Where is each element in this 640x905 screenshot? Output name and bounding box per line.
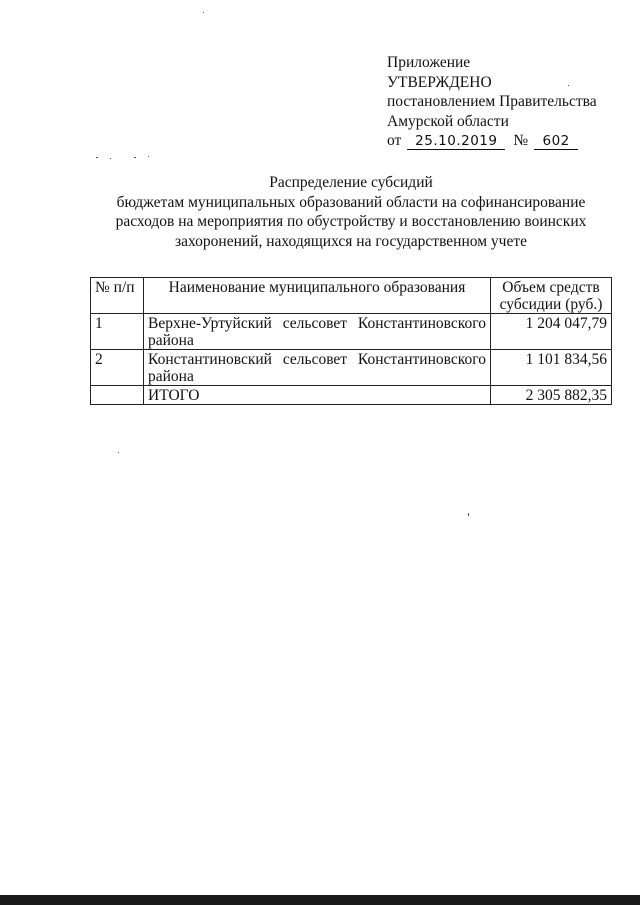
- row-num: 2: [91, 350, 144, 386]
- row-sum: 1 204 047,79: [491, 314, 612, 350]
- row-sum: 1 101 834,56: [491, 350, 612, 386]
- row-name-word: Константиновский: [148, 351, 272, 368]
- resolution-label: постановлением Правительства: [387, 93, 597, 110]
- row-name-word: Верхне-Уртуйский: [148, 315, 272, 332]
- table-total-row: [91, 386, 612, 405]
- handwritten-date: 25.10.2019: [407, 133, 505, 150]
- region-label: Амурской области: [387, 112, 509, 130]
- header-sum-line-1: Объем средств: [502, 279, 600, 296]
- row-name-line-2: района: [148, 368, 194, 385]
- table-header-row: [91, 278, 612, 314]
- date-number-row: [387, 131, 632, 151]
- approved-label: УТВЕРЖДЕНО: [387, 73, 492, 91]
- header-num: № п/п: [91, 278, 144, 314]
- row-num: 1: [91, 314, 144, 350]
- scan-speck: [134, 157, 136, 158]
- total-sum: 2 305 882,35: [491, 386, 612, 405]
- row-name-line-1: [148, 351, 486, 368]
- scan-speck: [468, 513, 469, 516]
- row-name: [144, 350, 491, 386]
- handwritten-number: 602: [534, 133, 578, 150]
- row-name-line-2: района: [148, 332, 194, 349]
- total-num-empty: [91, 386, 144, 405]
- row-name-word: Константиновского: [357, 315, 486, 332]
- scan-speck: [110, 158, 111, 159]
- row-name-word: сельсовет: [282, 315, 347, 332]
- row-name: [144, 314, 491, 350]
- total-label: ИТОГО: [144, 386, 491, 405]
- scan-speck: [568, 85, 569, 86]
- row-name-word: сельсовет: [282, 351, 348, 368]
- scan-speck: [118, 452, 119, 453]
- scan-speck: [148, 156, 149, 157]
- document-title: [90, 173, 612, 251]
- table-row: [91, 350, 612, 386]
- table-row: [91, 314, 612, 350]
- row-name-word: Константиновского: [357, 351, 486, 368]
- title-line-4: захоронений, находящихся на государственном учете: [175, 232, 527, 250]
- header-name: Наименование муниципального образования: [144, 278, 491, 314]
- header-sum: [491, 278, 612, 314]
- title-line-3: расходов на мероприятия по обустройству и восстановлению воинских: [115, 213, 587, 230]
- header-sum-line-2: субсидии (руб.): [499, 296, 603, 313]
- title-line-1: Распределение субсидий: [269, 174, 433, 191]
- date-prefix: от: [387, 132, 402, 149]
- scan-speck: [96, 157, 98, 158]
- scan-speck: [203, 12, 204, 13]
- approval-block: [387, 53, 632, 151]
- number-sign: №: [513, 132, 529, 149]
- scan-edge-bar: [0, 895, 640, 905]
- title-line-2: бюджетам муниципальных образований области на софинансирование: [116, 193, 586, 211]
- subsidy-table: [90, 277, 612, 405]
- row-name-line-1: [148, 315, 486, 332]
- appendix-label: Приложение: [387, 54, 471, 71]
